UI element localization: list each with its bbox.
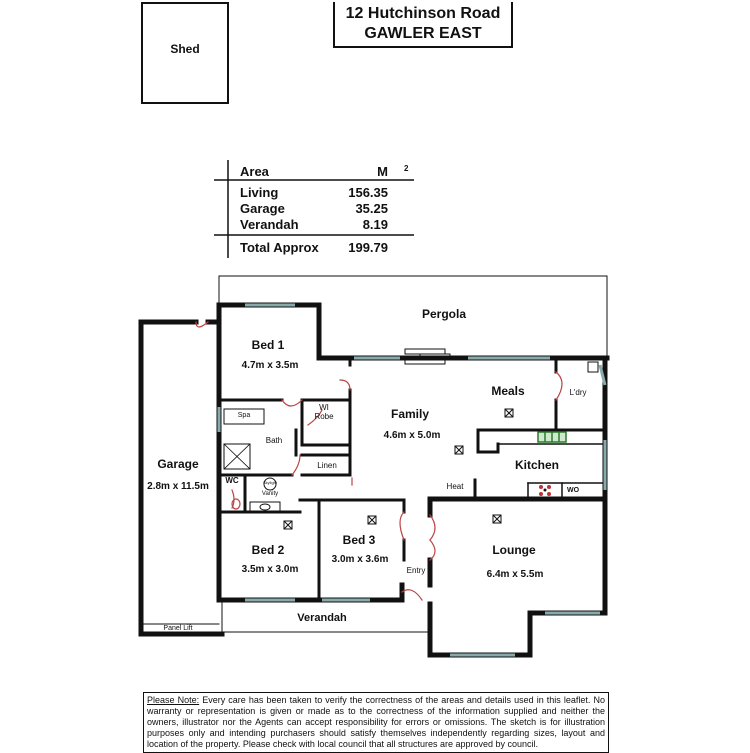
- area-row-label: Living: [240, 185, 279, 200]
- wi-robe-label-1: WI: [319, 403, 329, 412]
- laundry-label: L'dry: [569, 388, 587, 397]
- bed1-label: Bed 1: [251, 338, 285, 352]
- wall-oven-label: WO: [566, 487, 580, 494]
- address-line-2: GAWLER EAST: [364, 25, 482, 42]
- bed3-dims: 3.0m x 3.6m: [331, 554, 389, 565]
- pergola-label: Pergola: [421, 307, 467, 321]
- spa-label: Spa: [237, 412, 251, 419]
- shed-label: Shed: [170, 42, 200, 56]
- family-label: Family: [390, 407, 430, 421]
- area-header-unit-sup: 2: [404, 164, 409, 173]
- lounge-dims: 6.4m x 5.5m: [486, 569, 544, 580]
- heat-label: Heat: [446, 482, 464, 491]
- area-row-label: Garage: [240, 201, 285, 216]
- area-header-unit: M: [377, 164, 388, 179]
- area-header-label: Area: [240, 164, 269, 179]
- lounge-label: Lounge: [492, 543, 536, 557]
- area-row-value: 8.19: [362, 217, 388, 232]
- disclaimer-title: Please Note:: [147, 695, 200, 705]
- linen-label: Linen: [317, 461, 337, 470]
- vanity-label: Vanity: [261, 491, 279, 497]
- bed1-dims: 4.7m x 3.5m: [241, 360, 299, 371]
- garage-dims: 2.8m x 11.5m: [147, 481, 209, 492]
- entry-label: Entry: [406, 566, 426, 575]
- address-line-1: 12 Hutchinson Road: [345, 5, 501, 22]
- wi-robe-label-2: Robe: [314, 412, 334, 421]
- area-row-value: 156.35: [348, 185, 388, 200]
- bath-label: Bath: [265, 436, 283, 445]
- bed2-label: Bed 2: [251, 543, 285, 557]
- meals-label: Meals: [491, 384, 525, 398]
- wc-label: WC: [225, 476, 239, 485]
- family-dims: 4.6m x 5.0m: [383, 430, 441, 441]
- area-row-label: Verandah: [240, 217, 299, 232]
- area-total-value: 199.79: [348, 240, 388, 255]
- panel-lift-label: Panel Lift: [163, 625, 193, 632]
- garage-label: Garage: [157, 457, 199, 471]
- bed2-dims: 3.5m x 3.0m: [241, 564, 299, 575]
- disclaimer-text: Every care has been taken to verify the correctness of the areas and details used in this leaflet. No warranty or representation is given or made as to the correctness of the information supplied and neither the owners, illustrator nor the Agents can accept responsibility for errors or omissions. The sketch is for illustration purposes only and intending purchasers should satisfy themselves independently regarding sizes, layout and location of the property. Please check with local council that all structures are approved by council.: [147, 695, 606, 749]
- garage-wall: [141, 322, 222, 634]
- area-row-value: 35.25: [355, 201, 388, 216]
- disclaimer-box: [143, 692, 609, 753]
- area-total-label: Total Approx: [240, 240, 319, 255]
- skylight-label: Skylight: [262, 480, 278, 485]
- kitchen-label: Kitchen: [514, 458, 560, 472]
- bed3-label: Bed 3: [342, 533, 376, 547]
- verandah-label: Verandah: [297, 612, 347, 624]
